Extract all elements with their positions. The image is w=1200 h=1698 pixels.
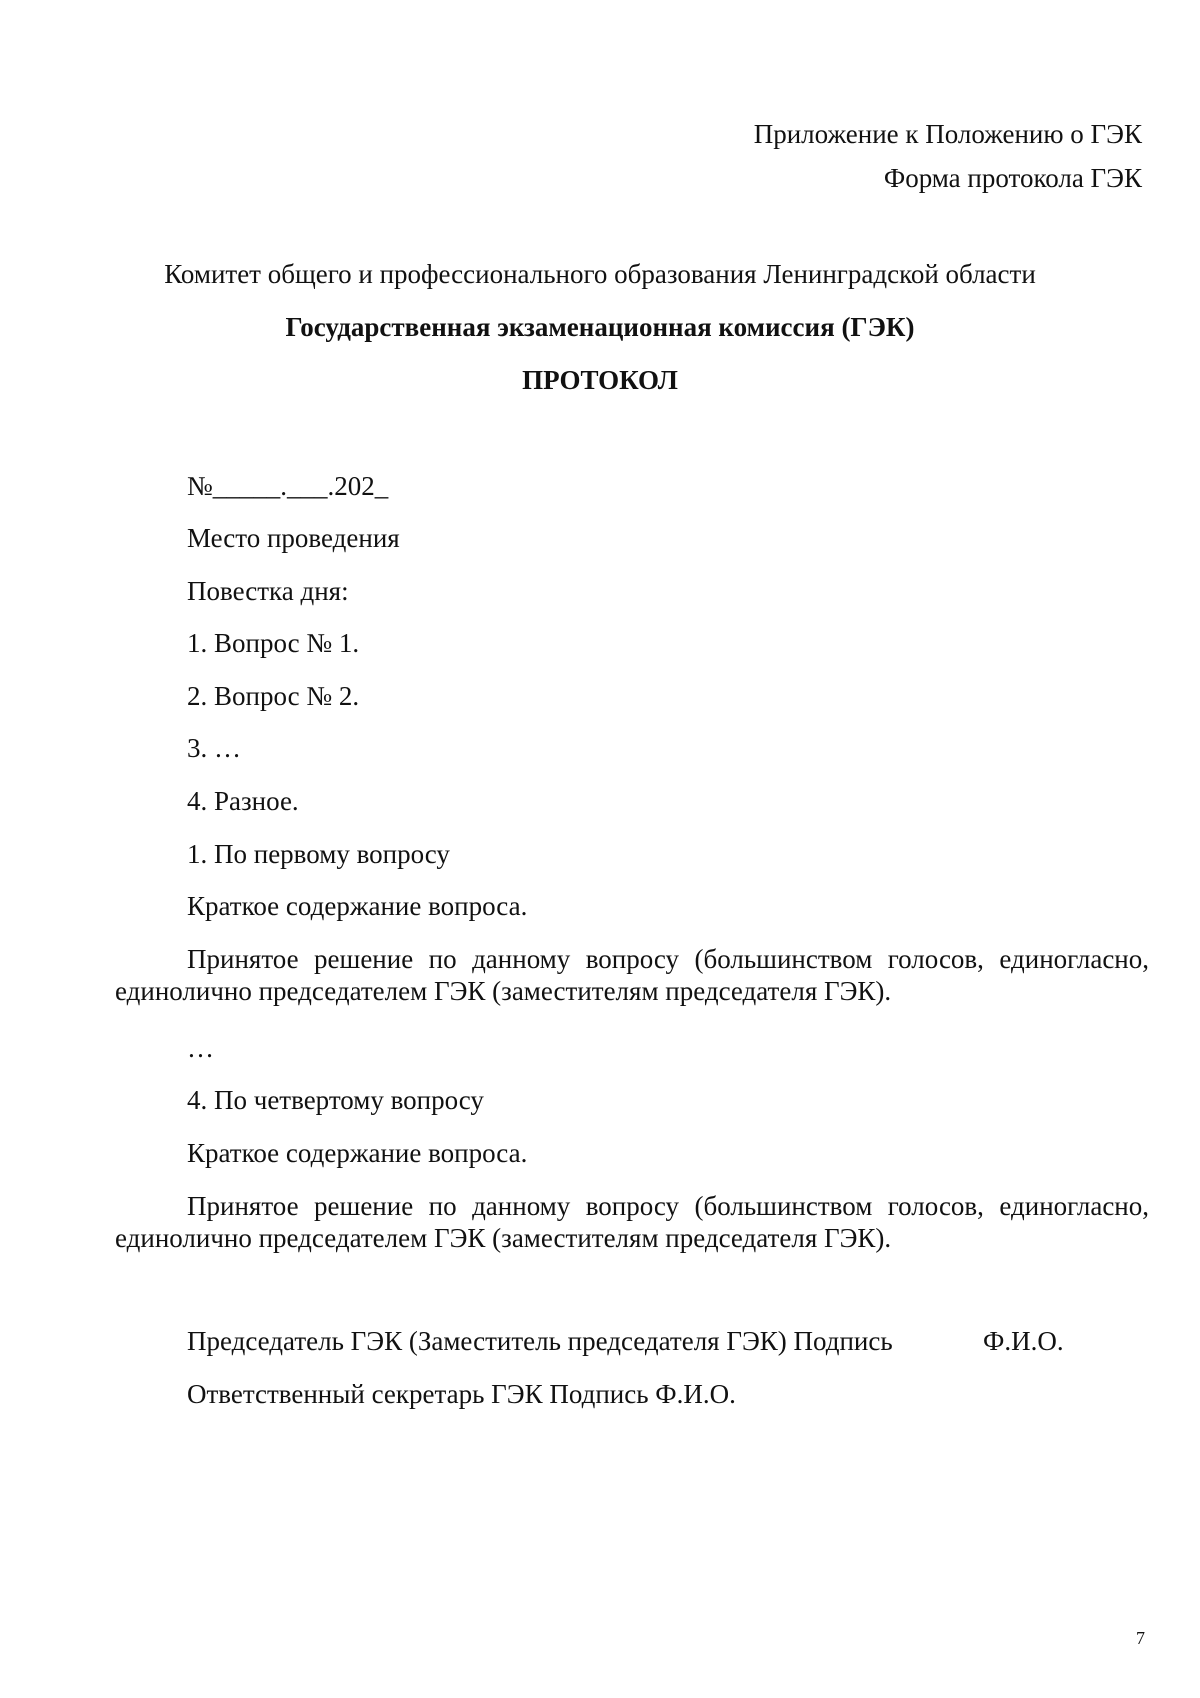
- commission-name: Государственная экзаменационная комиссия (ГЭК): [285, 312, 915, 342]
- question-4-heading: 4. По четвертому вопросу: [187, 1085, 484, 1115]
- question-1-heading: 1. По первому вопросу: [187, 839, 450, 869]
- agenda-label: Повестка дня:: [187, 576, 349, 606]
- question-4-summary: Краткое содержание вопроса.: [187, 1138, 528, 1168]
- agenda-item: 4. Разное.: [187, 786, 299, 816]
- ellipsis: …: [187, 1033, 214, 1063]
- agenda-item: 2. Вопрос № 2.: [187, 681, 360, 711]
- agenda-item: 3. …: [187, 733, 241, 763]
- protocol-number: №_____.___.202_: [187, 471, 389, 501]
- meeting-place: Место проведения: [187, 523, 400, 553]
- chair-signature-label: Председатель ГЭК (Заместитель председателя ГЭК) Подпись: [187, 1326, 893, 1356]
- question-4-decision: Принятое решение по данному вопросу (большинством голосов, единогласно, единолично председателем ГЭК (заместителям председателя ГЭК).: [115, 1191, 1149, 1253]
- form-title: Форма протокола ГЭК: [883, 163, 1142, 193]
- page-number: 7: [1136, 1628, 1145, 1648]
- chair-signature-line: [187, 1325, 1064, 1357]
- organization-name: Комитет общего и профессионального образования Ленинградской области: [164, 259, 1036, 289]
- appendix-note: Приложение к Положению о ГЭК: [753, 119, 1142, 149]
- question-1-summary: Краткое содержание вопроса.: [187, 891, 528, 921]
- agenda-item: 1. Вопрос № 1.: [187, 628, 360, 658]
- question-1-decision: Принятое решение по данному вопросу (большинством голосов, единогласно, единолично председателем ГЭК (заместителям председателя ГЭК).: [115, 944, 1149, 1006]
- document-title: ПРОТОКОЛ: [522, 365, 678, 395]
- secretary-signature-line: Ответственный секретарь ГЭК Подпись Ф.И.О.: [187, 1379, 736, 1409]
- chair-fio: Ф.И.О.: [983, 1326, 1064, 1356]
